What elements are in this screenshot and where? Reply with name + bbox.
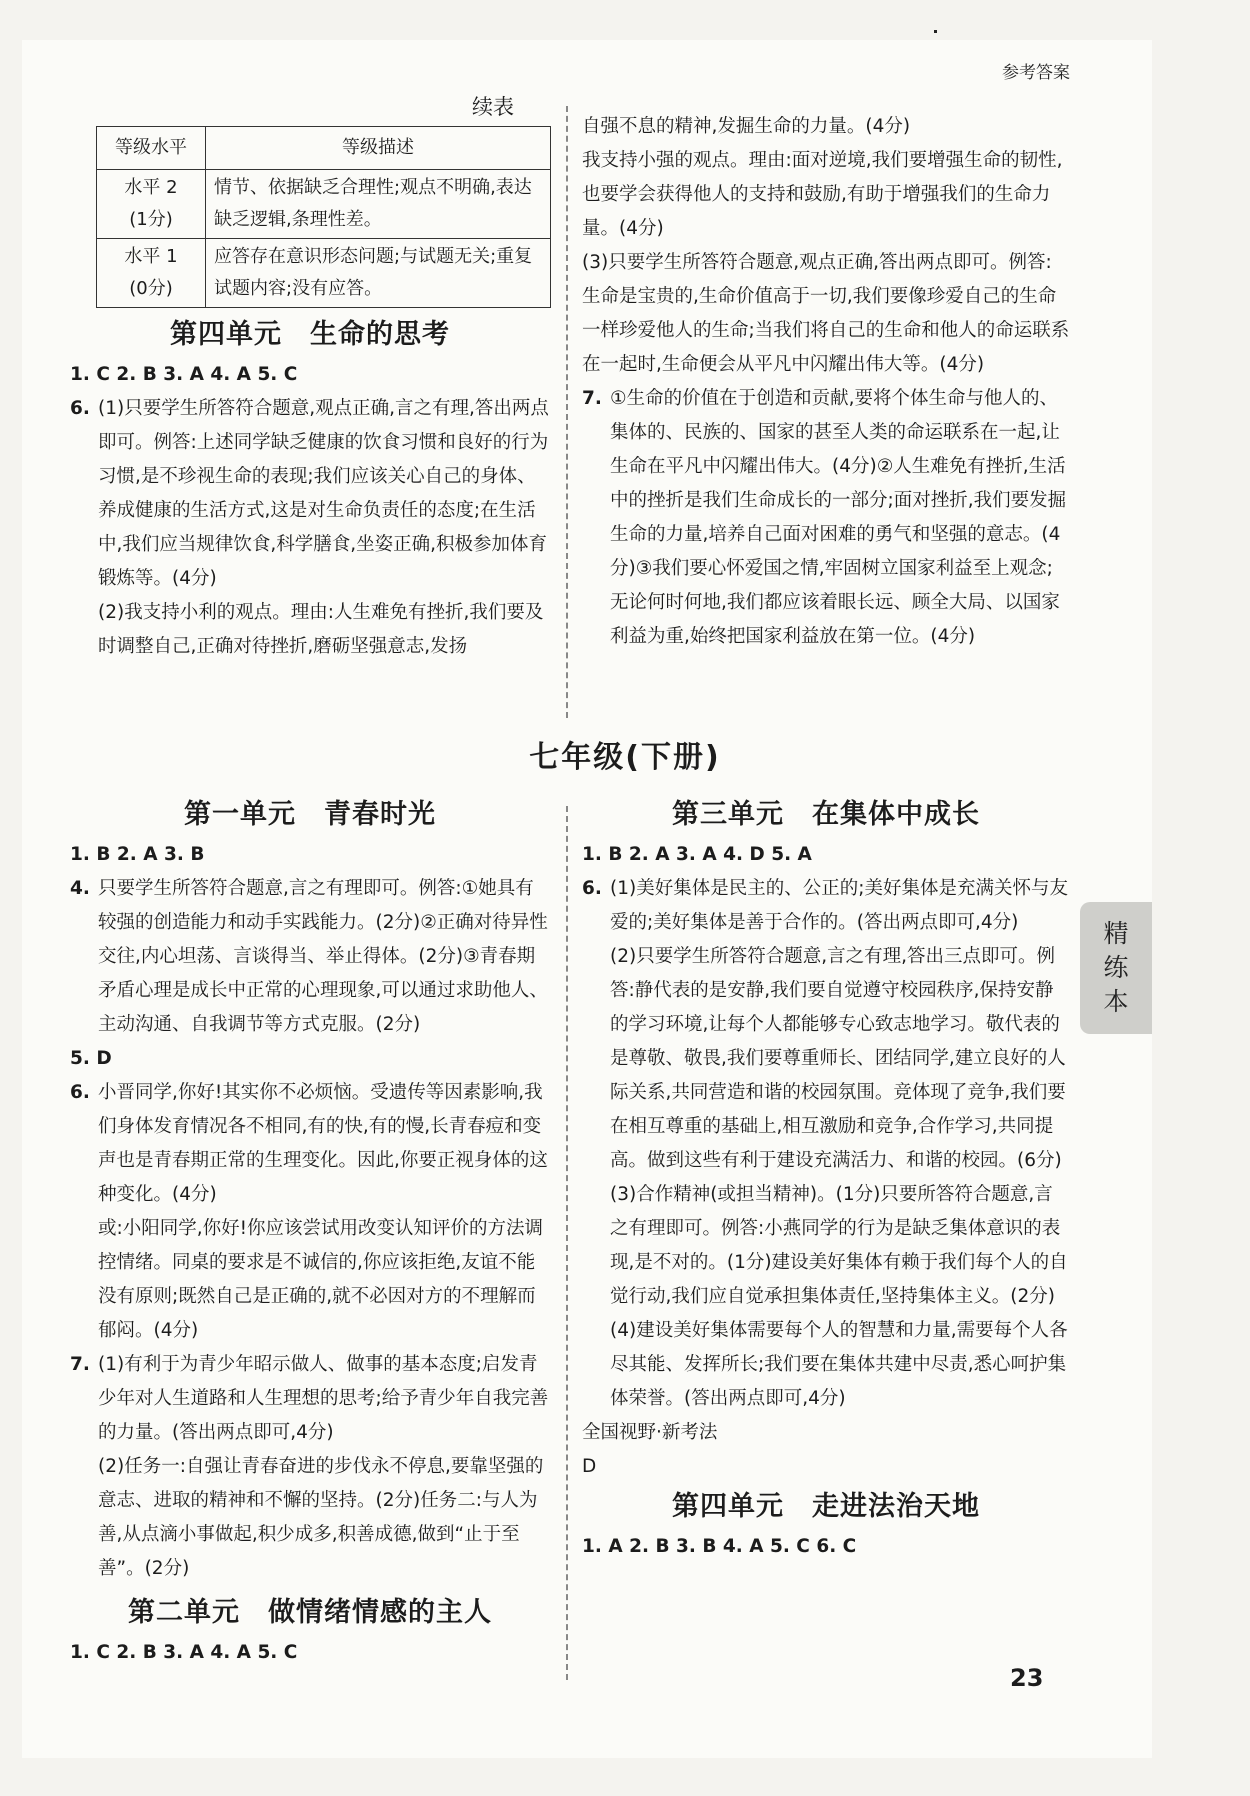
table-cell-level: 水平 2 (1分) — [97, 170, 206, 239]
table-continued-label: 续表 — [472, 95, 514, 119]
level-table — [96, 126, 551, 308]
table-cell-desc: 情节、依据缺乏合理性;观点不明确,表达缺乏逻辑,条理性差。 — [206, 170, 551, 239]
unit1-q6-b: 或:小阳同学,你好!你应该尝试用改变认知评价的方法调控情绪。同桌的要求是不诚信的,你应该拒绝,友谊不能没有原则;既然自己是正确的,就不必因对方的不理解而郁闷。(4分) — [98, 1218, 544, 1341]
left-column-bottom — [70, 792, 550, 1670]
table-row — [97, 170, 551, 239]
table-cell-desc: 应答存在意识形态问题;与试题无关;重复试题内容;没有应答。 — [206, 239, 551, 308]
unit1-title: 第一单元 青春时光 — [184, 799, 436, 830]
unit4-upper-q6-part1: 6. (1)只要学生所答符合题意,观点正确,言之有理,答出两点即可。例答:上述同学缺乏健康的饮食习惯和良好的行为习惯,是不珍视生命的表现;我们应该关心自己的身体、养成健康的生活方式,这是对生命负责任的态度;在生活中,我们应当规律饮食,科学膳食,坐姿正确,积极参加体育锻炼等。(4分) — [70, 398, 549, 589]
side-tab-char: 练 — [1103, 953, 1129, 982]
unit1-q6-a: 6. 小晋同学,你好!其实你不必烦恼。受遗传等因素影响,我们身体发育情况各不相同,有的快,有的慢,长青春痘和变声也是青春期正常的生理变化。因此,你要正视身体的这种变化。(4分) — [70, 1082, 548, 1205]
column-divider-top — [566, 106, 568, 718]
left-column-top — [70, 88, 550, 664]
header-title: 参考答案 — [1002, 63, 1070, 83]
unit1-q7-2: (2)任务一:自强让青春奋进的步伐永不停息,要靠坚强的意志、进取的精神和不懈的坚持。(2分)任务二:与人为善,从点滴小事做起,积少成多,积善成德,做到“止于至善”。(2分) — [98, 1456, 544, 1579]
unit3-q6-1: 6. (1)美好集体是民主的、公正的;美好集体是充满关怀与友爱的;美好集体是善于合作的。(答出两点即可,4分) — [582, 878, 1068, 933]
column-divider-bottom — [566, 806, 568, 1680]
unit1-q5: 5. D — [70, 1048, 112, 1069]
right-column-bottom — [582, 792, 1070, 1564]
header-mark — [934, 30, 937, 33]
unit2-choice: 1. C 2. B 3. A 4. A 5. C — [70, 1642, 298, 1663]
table-header-row — [97, 127, 551, 170]
unit3-vision-answer: D — [582, 1456, 597, 1477]
side-tab-char: 本 — [1103, 987, 1129, 1016]
table-header-level: 等级水平 — [97, 127, 206, 170]
unit4-upper-q6-part2-cont: 自强不息的精神,发掘生命的力量。(4分) — [582, 116, 911, 137]
unit4-lower-title: 第四单元 走进法治天地 — [672, 1491, 980, 1522]
right-column-top — [582, 110, 1070, 654]
unit4-upper-choice: 1. C 2. B 3. A 4. A 5. C — [70, 364, 298, 385]
unit2-title: 第二单元 做情绪情感的主人 — [128, 1597, 492, 1628]
side-tab — [1080, 902, 1152, 1034]
unit4-upper-title: 第四单元 生命的思考 — [170, 319, 450, 350]
unit4-upper-q7: 7. ①生命的价值在于创造和贡献,要将个体生命与他人的、集体的、民族的、国家的甚至人类的命运联系在一起,让生命在平凡中闪耀出伟大。(4分)②人生难免有挫折,生活中的挫折是我们生命成长的一部分;面对挫折,我们要发掘生命的力量,培养自己面对困难的勇气和坚强的意志。(4分)③我们要心怀爱国之情,牢固树立国家利益至上观念;无论何时何地,我们都应该着眼长远、顾全大局、以国家利益为重,始终把国家利益放在第一位。(4分) — [582, 388, 1067, 647]
unit4-upper-q6-part3: (3)只要学生所答符合题意,观点正确,答出两点即可。例答:生命是宝贵的,生命价值高于一切,我们要像珍爱自己的生命一样珍爱他人的生命;当我们将自己的生命和他人的命运联系在一起时,生命便会从平凡中闪耀出伟大等。(4分) — [582, 252, 1070, 375]
unit3-vision-label: 全国视野·新考法 — [582, 1422, 718, 1443]
unit4-upper-q6-part2b: 我支持小强的观点。理由:面对逆境,我们要增强生命的韧性,也要学会获得他人的支持和鼓励,有助于增强我们的生命力量。(4分) — [582, 150, 1063, 239]
unit3-q6-4: (4)建设美好集体需要每个人的智慧和力量,需要每个人各尽其能、发挥所长;我们要在集体共建中尽责,悉心呵护集体荣誉。(答出两点即可,4分) — [610, 1320, 1068, 1409]
table-header-desc: 等级描述 — [206, 127, 551, 170]
unit1-choice: 1. B 2. A 3. B — [70, 844, 205, 865]
unit4-upper-q6-part2: (2)我支持小利的观点。理由:人生难免有挫折,我们要及时调整自己,正确对待挫折,磨砺坚强意志,发扬 — [98, 602, 544, 657]
unit1-q7-1: 7. (1)有利于为青少年昭示做人、做事的基本态度;启发青少年对人生道路和人生理想的思考;给予青少年自我完善的力量。(答出两点即可,4分) — [70, 1354, 549, 1443]
page-number: 23 — [1010, 1664, 1044, 1692]
unit4-lower-choice: 1. A 2. B 3. B 4. A 5. C 6. C — [582, 1536, 857, 1557]
unit3-choice: 1. B 2. A 3. A 4. D 5. A — [582, 844, 812, 865]
side-tab-char: 精 — [1103, 919, 1129, 948]
unit3-q6-2: (2)只要学生所答符合题意,言之有理,答出三点即可。例答:静代表的是安静,我们要自觉遵守校园秩序,保持安静的学习环境,让每个人都能够专心致志地学习。敬代表的是尊敬、敬畏,我们要尊重师长、团结同学,建立良好的人际关系,共同营造和谐的校园氛围。竞体现了竞争,我们要在相互尊重的基础上,相互激励和竞争,合作学习,共同提高。做到这些有利于建设充满活力、和谐的校园。(6分) — [610, 946, 1066, 1171]
grade-title: 七年级(下册) — [529, 740, 721, 775]
unit1-q4: 4. 只要学生所答符合题意,言之有理即可。例答:①她具有较强的创造能力和动手实践能力。(2分)②正确对待异性交往,内心坦荡、言谈得当、举止得体。(2分)③青春期矛盾心理是成长中正常的心理现象,可以通过求助他人、主动沟通、自我调节等方式克服。(2分) — [70, 878, 548, 1035]
unit3-title: 第三单元 在集体中成长 — [672, 799, 980, 830]
unit3-q6-3: (3)合作精神(或担当精神)。(1分)只要所答符合题意,言之有理即可。例答:小燕同学的行为是缺乏集体意识的表现,是不对的。(1分)建设美好集体有赖于我们每个人的自觉行动,我们应自觉承担集体责任,坚持集体主义。(2分) — [610, 1184, 1068, 1307]
table-row — [97, 239, 551, 308]
table-cell-level: 水平 1 (0分) — [97, 239, 206, 308]
